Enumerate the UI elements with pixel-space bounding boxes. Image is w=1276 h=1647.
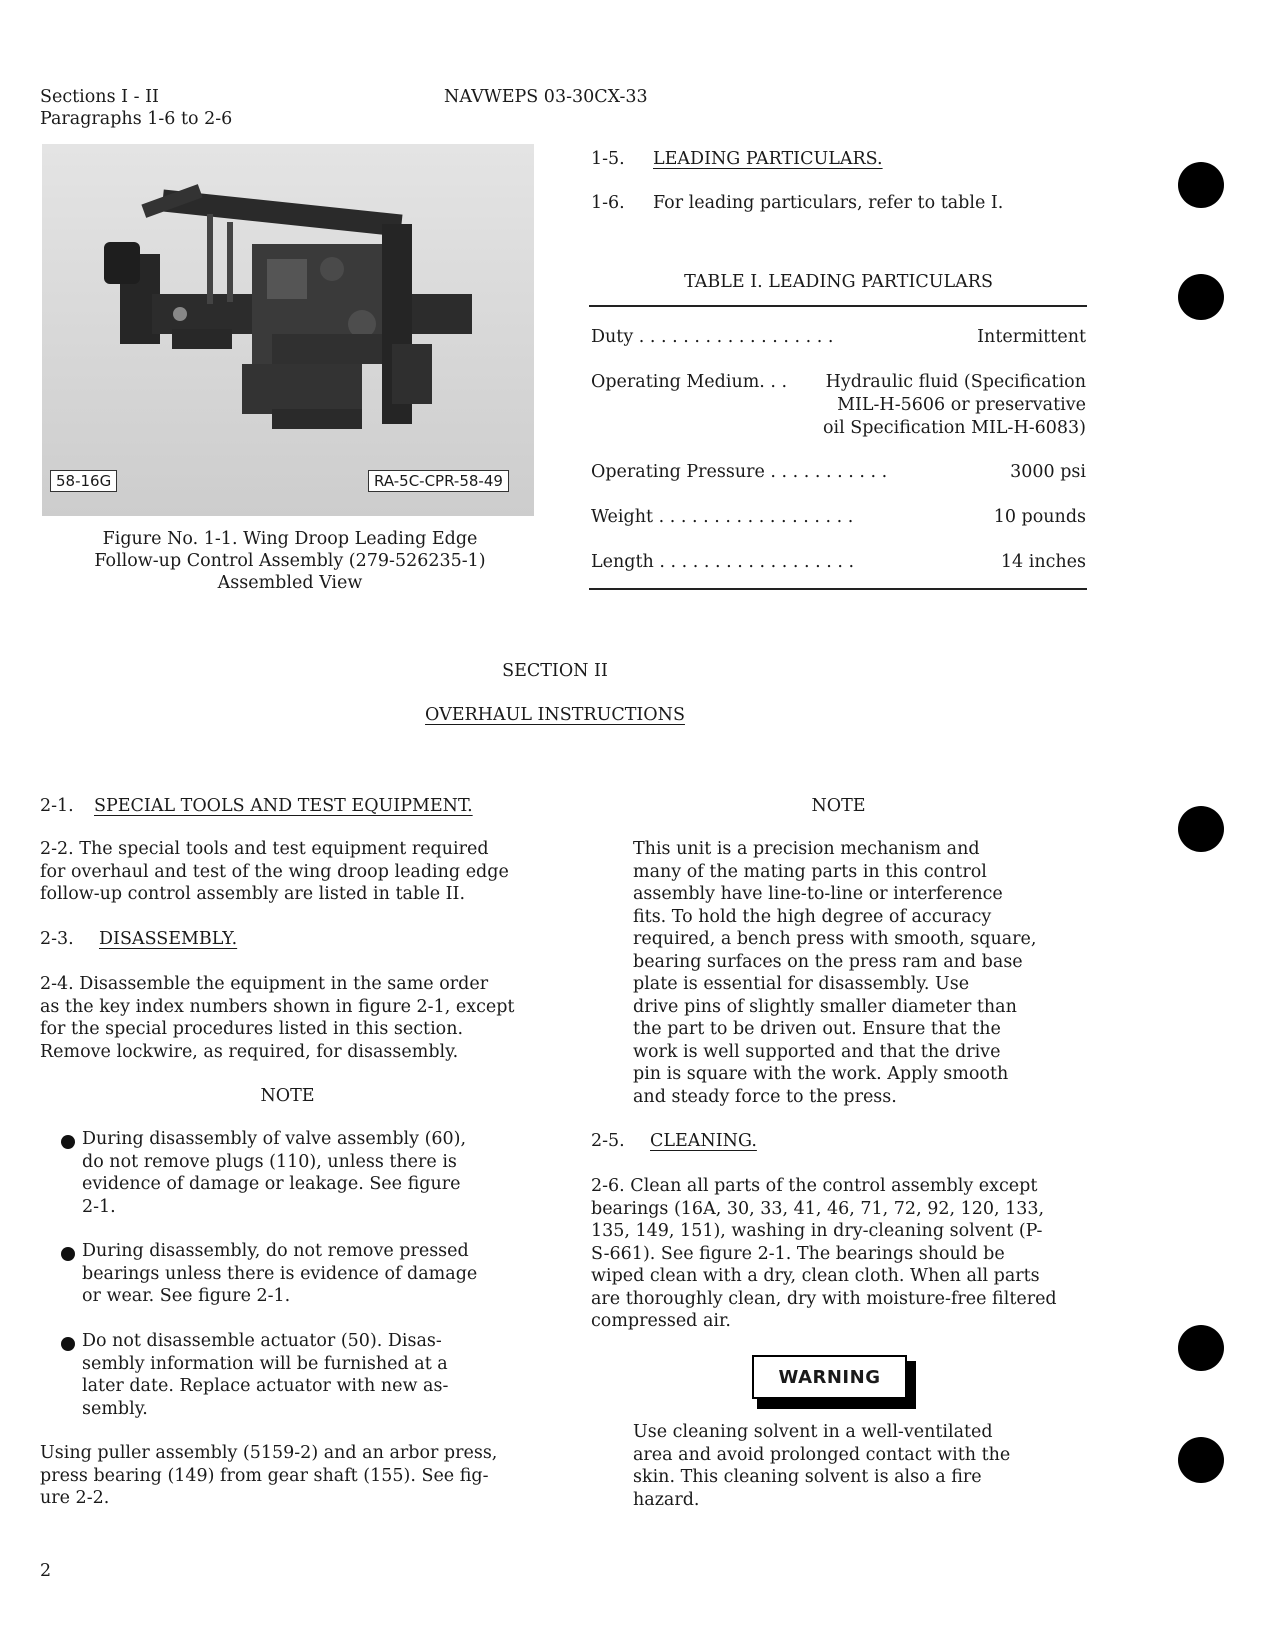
paragraph-1-6-number: 1-6.: [591, 193, 625, 213]
paragraph-1-6-text: For leading particulars, refer to table I.: [653, 193, 1004, 213]
note-heading-left: NOTE: [260, 1086, 315, 1106]
paragraph-2-2: [40, 838, 535, 906]
note-bullet-2: [82, 1240, 492, 1308]
text-line: During disassembly of valve assembly (60),: [82, 1129, 467, 1149]
text-line: for overhaul and test of the wing droop leading edge: [40, 861, 509, 882]
table-row-value: oil Specification MIL-H-6083): [822, 418, 1086, 438]
text-line: many of the mating parts in this control: [633, 861, 987, 882]
bullet-dot: [61, 1247, 75, 1261]
text-line: Using puller assembly (5159-2) and an arbor press,: [40, 1443, 498, 1463]
text-line: compressed air.: [591, 1311, 731, 1331]
section-heading: SECTION II: [502, 661, 608, 681]
paragraph-2-3-number: 2-3.: [40, 929, 74, 949]
table-row-value: 14 inches: [1000, 552, 1086, 572]
paragraph-2-1-number: 2-1.: [40, 796, 74, 816]
text-line: S-661). See figure 2-1. The bearings should be: [591, 1243, 1005, 1264]
header-paragraphs: Paragraphs 1-6 to 2-6: [40, 109, 233, 129]
text-line: 2-4. Disassemble the equipment in the same order: [40, 974, 489, 994]
paragraph-2-6: [591, 1175, 1086, 1333]
table-top-rule: [589, 305, 1087, 307]
figure-tag-left: 58-16G: [50, 470, 117, 492]
text-line: plate is essential for disassembly. Use: [633, 974, 970, 994]
text-line: bearings (16A, 30, 33, 41, 46, 71, 72, 92, 120, 133,: [591, 1198, 1045, 1219]
text-line: sembly information will be furnished at a: [82, 1353, 448, 1374]
punch-hole: [1178, 1325, 1224, 1371]
assembly-photo: [42, 144, 534, 516]
text-line: area and avoid prolonged contact with the: [633, 1444, 1011, 1465]
table-row-label: Weight . . . . . . . . . . . . . . . . . .: [591, 507, 854, 527]
text-line: as the key index numbers shown in figure 2-1, except: [40, 996, 515, 1017]
text-line: for the special procedures listed in this section.: [40, 1019, 464, 1039]
text-line: 2-2. The special tools and test equipment required: [40, 839, 489, 859]
figure-caption-line: Follow-up Control Assembly (279-526235-1): [94, 551, 486, 571]
text-line: 135, 149, 151), washing in dry-cleaning solvent (P-: [591, 1221, 1043, 1241]
text-line: Use cleaning solvent in a well-ventilated: [633, 1422, 993, 1442]
text-line: ure 2-2.: [40, 1488, 110, 1508]
table-row-label: Operating Pressure . . . . . . . . . . .: [591, 462, 888, 482]
text-line: sembly.: [82, 1398, 148, 1419]
figure-tag-right: RA-5C-CPR-58-49: [368, 470, 509, 492]
punch-hole: [1178, 162, 1224, 208]
text-line: the part to be driven out. Ensure that the: [633, 1019, 1001, 1039]
table-row-value: 3000 psi: [1010, 462, 1086, 482]
text-line: press bearing (149) from gear shaft (155). See fig-: [40, 1465, 489, 1486]
table-row-value: Intermittent: [977, 327, 1086, 347]
closing-paragraph: [40, 1442, 535, 1510]
text-line: evidence of damage or leakage. See figure: [82, 1174, 461, 1194]
paragraph-2-3-title: DISASSEMBLY.: [99, 929, 238, 949]
bullet-dot: [61, 1337, 75, 1351]
table-row-label: Duty . . . . . . . . . . . . . . . . . .: [591, 327, 834, 347]
table-row-operating-medium: [591, 371, 1086, 441]
figure-caption-line: Assembled View: [217, 573, 363, 593]
text-line: wiped clean with a dry, clean cloth. When all parts: [591, 1266, 1040, 1286]
table-row-label: Length . . . . . . . . . . . . . . . . . .: [591, 552, 855, 572]
text-line: are thoroughly clean, dry with moisture-free filtered: [591, 1288, 1057, 1309]
text-line: skin. This cleaning solvent is also a fire: [633, 1467, 982, 1487]
section-title: [0, 704, 1110, 726]
text-line: follow-up control assembly are listed in table II.: [40, 884, 466, 904]
paragraph-2-4: [40, 973, 535, 1063]
table-row-label: Operating Medium. . .: [591, 372, 788, 392]
table-title: TABLE I. LEADING PARTICULARS: [684, 272, 993, 292]
figure-caption: [40, 528, 540, 594]
text-line: Remove lockwire, as required, for disassembly.: [40, 1041, 459, 1062]
punch-hole: [1178, 274, 1224, 320]
text-line: do not remove plugs (110), unless there is: [82, 1151, 457, 1172]
text-line: later date. Replace actuator with new as-: [82, 1376, 449, 1396]
note-bullet-3: [82, 1330, 492, 1420]
paragraph-2-1-title: SPECIAL TOOLS AND TEST EQUIPMENT.: [94, 796, 473, 816]
paragraph-1-5-number: 1-5.: [591, 149, 625, 169]
text-line: or wear. See figure 2-1.: [82, 1286, 291, 1306]
figure-caption-line: Figure No. 1-1. Wing Droop Leading Edge: [102, 529, 478, 549]
punch-hole: [1178, 806, 1224, 852]
text-line: 2-1.: [82, 1196, 116, 1217]
text-line: assembly have line-to-line or interference: [633, 884, 1003, 904]
text-line: fits. To hold the high degree of accuracy: [633, 906, 992, 927]
document-number: NAVWEPS 03-30CX-33: [444, 87, 648, 107]
text-line: required, a bench press with smooth, square,: [633, 929, 1037, 949]
text-line: drive pins of slightly smaller diameter than: [633, 996, 1017, 1017]
note-heading-right: NOTE: [811, 796, 866, 816]
text-line: and steady force to the press.: [633, 1086, 897, 1107]
text-line: bearings unless there is evidence of damage: [82, 1263, 478, 1284]
header-sections: Sections I - II: [40, 87, 159, 107]
paragraph-2-5-title: CLEANING.: [650, 1131, 757, 1151]
warning-label: WARNING: [752, 1355, 907, 1399]
note-bullet-1: [82, 1128, 492, 1218]
text-line: pin is square with the work. Apply smooth: [633, 1064, 1009, 1084]
paragraph-1-5-title: LEADING PARTICULARS.: [653, 149, 883, 169]
text-line: work is well supported and that the drive: [633, 1041, 1001, 1062]
paragraph-2-5-number: 2-5.: [591, 1131, 625, 1151]
table-bottom-rule: [589, 588, 1087, 590]
bullet-dot: [61, 1135, 75, 1149]
text-line: bearing surfaces on the press ram and base: [633, 951, 1023, 972]
text-line: This unit is a precision mechanism and: [633, 839, 980, 859]
text-line: Do not disassemble actuator (50). Disas-: [82, 1331, 442, 1351]
text-line: During disassembly, do not remove pressed: [82, 1241, 469, 1261]
page-number: 2: [40, 1561, 52, 1581]
section-title-text: OVERHAUL INSTRUCTIONS: [425, 705, 685, 725]
warning-text: [633, 1421, 1043, 1511]
precision-note: [633, 838, 1043, 1108]
text-line: hazard.: [633, 1489, 700, 1510]
table-row-value: MIL-H-5606 or preservative: [837, 395, 1086, 415]
assembly-photo-drawing: [42, 144, 534, 516]
table-row-value: 10 pounds: [993, 507, 1086, 527]
table-row-value: Hydraulic fluid (Specification: [825, 372, 1086, 392]
punch-hole: [1178, 1437, 1224, 1483]
text-line: 2-6. Clean all parts of the control assembly except: [591, 1176, 1038, 1196]
